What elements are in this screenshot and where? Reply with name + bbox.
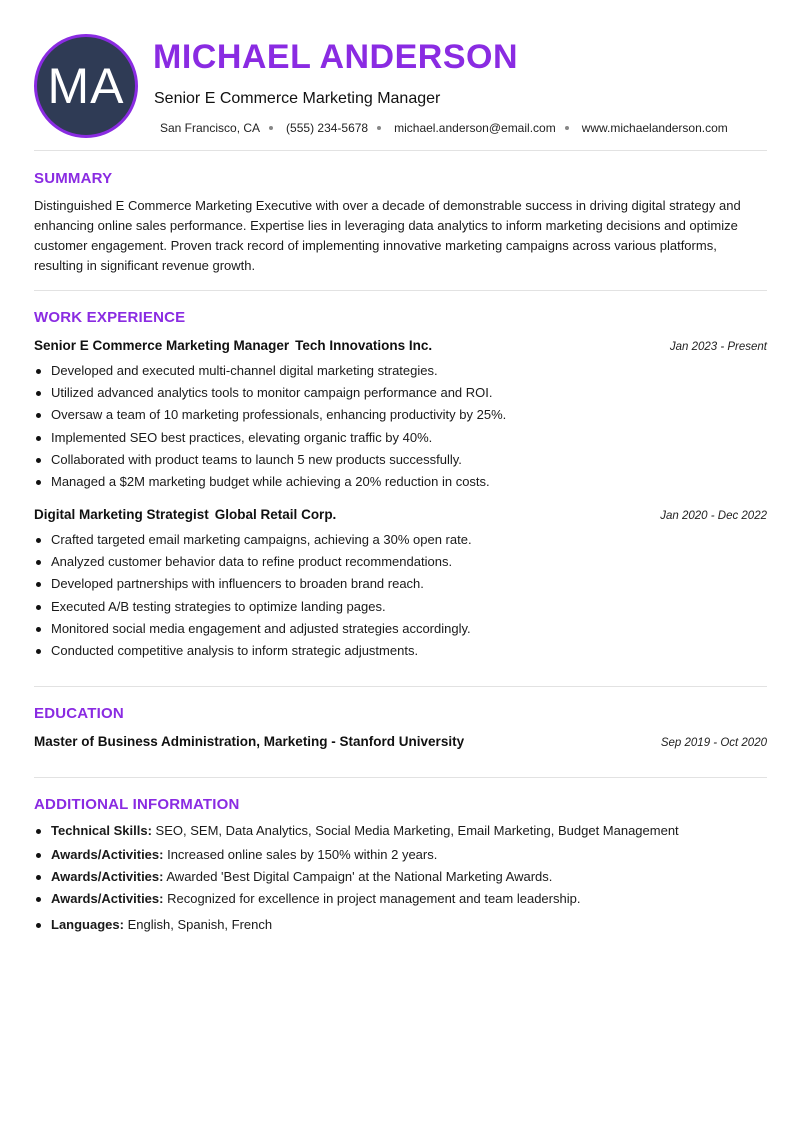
list-item bbox=[34, 427, 767, 449]
bullet-dot bbox=[36, 560, 41, 565]
info-value: Increased online sales by 150% within 2 years. bbox=[167, 847, 438, 862]
job-header bbox=[34, 507, 767, 522]
list-item bbox=[34, 844, 767, 866]
job-dates: Jan 2020 - Dec 2022 bbox=[660, 510, 767, 522]
list-item bbox=[34, 618, 767, 640]
job-role: Digital Marketing Strategist bbox=[34, 507, 209, 522]
bullet-dot bbox=[36, 369, 41, 374]
summary-heading: SUMMARY bbox=[34, 170, 113, 187]
education-degree: Master of Business Administration, Marketing - Stanford University bbox=[34, 734, 465, 749]
experience-heading: WORK EXPERIENCE bbox=[34, 309, 186, 326]
list-item bbox=[34, 914, 767, 936]
candidate-name: MICHAEL ANDERSON bbox=[153, 38, 519, 76]
bullet-dot bbox=[36, 649, 41, 654]
bullet-dot bbox=[36, 582, 41, 587]
contact-phone: (555) 234-5678 bbox=[286, 121, 369, 135]
education-heading: EDUCATION bbox=[34, 705, 124, 722]
info-value: Awarded 'Best Digital Campaign' at the National Marketing Awards. bbox=[166, 869, 553, 885]
bullet-text: Collaborated with product teams to launch 5 new products successfully. bbox=[51, 451, 462, 467]
info-value: Recognized for excellence in project management and team leadership. bbox=[167, 891, 581, 907]
education-entry bbox=[34, 734, 767, 749]
bullet-dot bbox=[36, 923, 41, 928]
job-role-line bbox=[34, 507, 336, 522]
contact-line bbox=[160, 121, 728, 135]
summary-text: Distinguished E Commerce Marketing Executive with over a decade of demonstrable success in driving digital strategy and enhancing online sales performance. Expertise lies in leveraging data analytics to inform marketing decisions and optimize customer engagement. Proven track record of implementing innovative marketing campaigns across various platforms, resulting in significant revenue growth. bbox=[34, 198, 741, 273]
job-company: Tech Innovations Inc. bbox=[295, 338, 433, 353]
bullet-text: Conducted competitive analysis to inform strategic adjustments. bbox=[51, 642, 419, 658]
list-item bbox=[34, 551, 767, 573]
bullet-text: Utilized advanced analytics tools to monitor campaign performance and ROI. bbox=[51, 385, 493, 401]
info-value: English, Spanish, French bbox=[127, 917, 273, 933]
avatar-initials: MA bbox=[47, 58, 125, 114]
job-role-line bbox=[34, 338, 432, 353]
info-label: Awards/Activities: bbox=[51, 847, 164, 862]
list-item bbox=[34, 471, 767, 493]
additional-list bbox=[34, 820, 767, 937]
job-bullets bbox=[34, 360, 767, 493]
education-dates: Sep 2019 - Oct 2020 bbox=[660, 737, 767, 749]
job-role: Senior E Commerce Marketing Manager bbox=[34, 338, 290, 353]
list-item bbox=[34, 449, 767, 471]
separator-dot bbox=[269, 126, 273, 130]
divider bbox=[34, 290, 767, 291]
list-item bbox=[34, 529, 767, 551]
bullet-dot bbox=[36, 458, 41, 463]
job-header bbox=[34, 338, 767, 353]
bullet-text: Monitored social media engagement and adjusted strategies accordingly. bbox=[51, 620, 471, 636]
bullet-text: Implemented SEO best practices, elevating organic traffic by 40%. bbox=[51, 429, 433, 445]
divider bbox=[34, 777, 767, 778]
info-label: Languages: bbox=[51, 917, 124, 933]
job-company: Global Retail Corp. bbox=[214, 507, 337, 522]
info-label: Awards/Activities: bbox=[51, 869, 164, 885]
job-dates: Jan 2023 - Present bbox=[669, 341, 767, 353]
job-bullets bbox=[34, 529, 767, 662]
avatar bbox=[34, 34, 138, 138]
bullet-dot bbox=[36, 875, 41, 880]
resume-header bbox=[34, 34, 767, 139]
additional-heading: ADDITIONAL INFORMATION bbox=[34, 796, 240, 813]
bullet-dot bbox=[36, 436, 41, 441]
list-item bbox=[34, 866, 767, 888]
list-item bbox=[34, 360, 767, 382]
bullet-text: Oversaw a team of 10 marketing professionals, enhancing productivity by 25%. bbox=[51, 407, 507, 423]
bullet-dot bbox=[36, 897, 41, 902]
contact-website: www.michaelanderson.com bbox=[581, 121, 728, 135]
list-item bbox=[34, 640, 767, 662]
contact-location: San Francisco, CA bbox=[160, 121, 261, 135]
bullet-text: Managed a $2M marketing budget while achieving a 20% reduction in costs. bbox=[51, 473, 490, 489]
contact-email: michael.anderson@email.com bbox=[394, 121, 556, 135]
divider bbox=[34, 150, 767, 151]
bullet-dot bbox=[36, 413, 41, 418]
bullet-text: Developed partnerships with influencers to broaden brand reach. bbox=[51, 576, 424, 592]
bullet-text: Crafted targeted email marketing campaigns, achieving a 30% open rate. bbox=[51, 532, 472, 547]
bullet-dot bbox=[36, 627, 41, 632]
bullet-dot bbox=[36, 829, 41, 834]
bullet-dot bbox=[36, 480, 41, 485]
bullet-text: Analyzed customer behavior data to refine product recommendations. bbox=[51, 554, 453, 570]
bullet-dot bbox=[36, 538, 41, 543]
bullet-dot bbox=[36, 605, 41, 610]
bullet-dot bbox=[36, 391, 41, 396]
divider bbox=[34, 686, 767, 687]
list-item bbox=[34, 820, 767, 844]
list-item bbox=[34, 596, 767, 618]
bullet-dot bbox=[36, 853, 41, 858]
bullet-text: Developed and executed multi-channel digital marketing strategies. bbox=[51, 363, 438, 378]
bullet-text: Executed A/B testing strategies to optimize landing pages. bbox=[51, 598, 386, 614]
list-item bbox=[34, 404, 767, 426]
list-item bbox=[34, 382, 767, 404]
list-item bbox=[34, 573, 767, 595]
separator-dot bbox=[565, 126, 569, 130]
info-value: SEO, SEM, Data Analytics, Social Media Marketing, Email Marketing, Budget Management bbox=[155, 823, 679, 838]
info-label: Awards/Activities: bbox=[51, 891, 164, 907]
list-item bbox=[34, 888, 767, 914]
info-label: Technical Skills: bbox=[51, 823, 152, 838]
candidate-title: Senior E Commerce Marketing Manager bbox=[154, 90, 441, 107]
separator-dot bbox=[377, 126, 381, 130]
